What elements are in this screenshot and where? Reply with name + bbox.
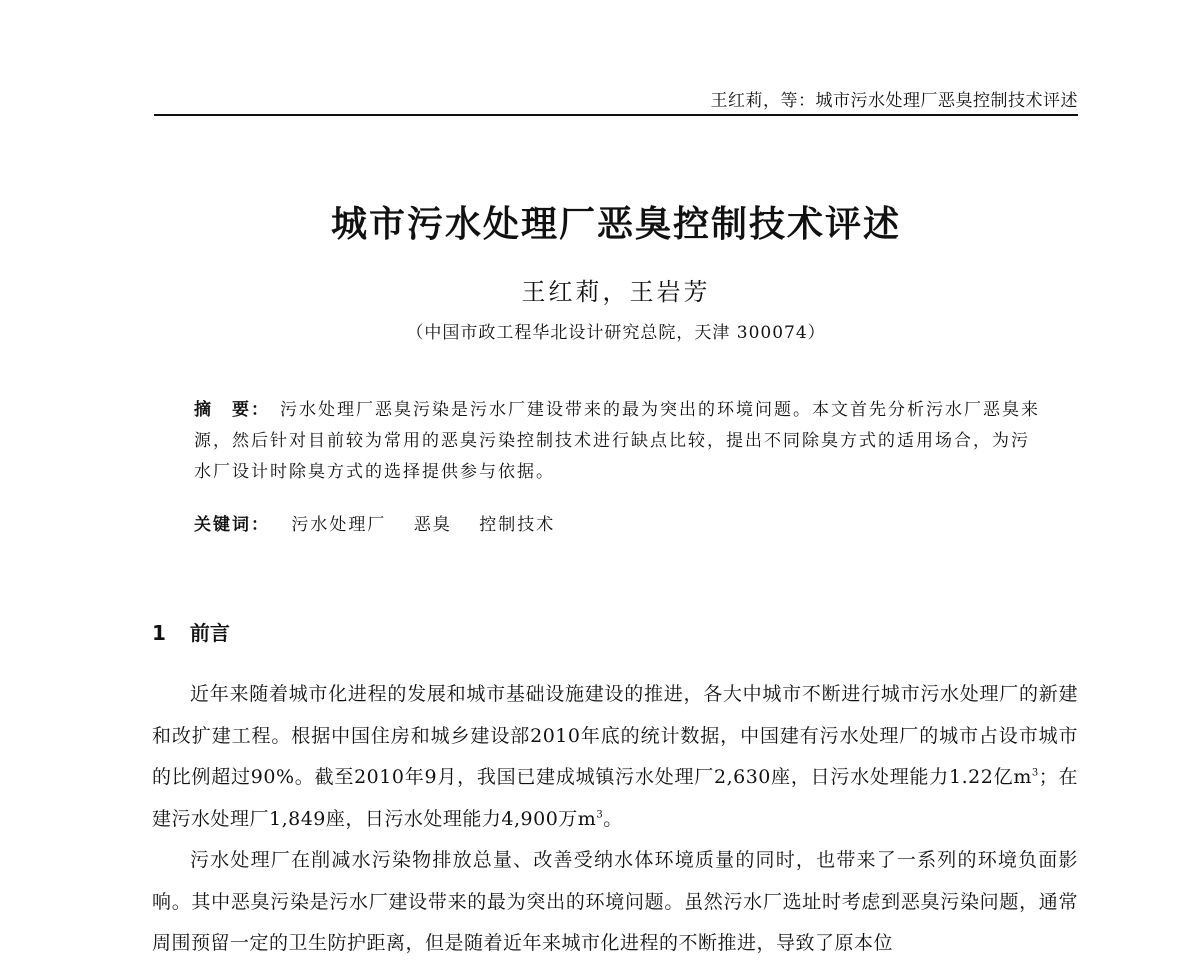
paper-title: 城市污水处理厂恶臭控制技术评述 [330, 204, 901, 245]
keyword: 恶臭 [413, 515, 452, 535]
abstract [194, 395, 1044, 488]
section-number: 1 [152, 621, 166, 645]
section-title: 前言 [189, 621, 230, 645]
paragraph-text: 。 [603, 807, 623, 830]
superscript: 3 [1031, 767, 1039, 779]
paragraph [152, 674, 1078, 840]
abstract-text: 污水处理厂恶臭污染是污水厂建设带来的最为突出的环境问题。本文首先分析污水厂恶臭来源，然后针对目前较为常用的恶臭污染控制技术进行缺点比较，提出不同除臭方式的适用场合，为污水厂设计时除臭方式的选择提供参与依据。 [194, 400, 1040, 482]
header-rule [154, 114, 1078, 116]
body-text [152, 674, 1078, 965]
affiliation: （中国市政工程华北设计研究总院，天津 300074） [406, 323, 826, 343]
keywords [194, 510, 1044, 535]
authors: 王红莉，王岩芳 [521, 278, 711, 306]
paragraph-text: ；在建污水处理厂1,849座，日污水处理能力4,900万m [152, 766, 1078, 830]
keyword: 污水处理厂 [291, 515, 387, 535]
abstract-label: 摘 要： [194, 400, 270, 420]
paragraph-text: 近年来随着城市化进程的发展和城市基础设施建设的推进，各大中城市不断进行城市污水处理厂的新建和改扩建工程。根据中国住房和城乡建设部2010年底的统计数据，中国建有污水处理厂的城市占设市城市的比例超过90%。截至2010年9月，我国已建成城镇污水处理厂2,630座，日污水处理能力1.22亿m [152, 683, 1078, 788]
section-heading [152, 617, 230, 646]
superscript: 3 [596, 809, 604, 821]
running-header: 王红莉，等：城市污水处理厂恶臭控制技术评述 [710, 91, 1078, 111]
keyword: 控制技术 [479, 515, 556, 535]
keywords-label: 关键词： [194, 515, 270, 535]
paragraph: 污水处理厂在削减水污染物排放总量、改善受纳水体环境质量的同时，也带来了一系列的环境负面影响。其中恶臭污染是污水厂建设带来的最为突出的环境问题。虽然污水厂选址时考虑到恶臭污染问题，通常周围预留一定的卫生防护距离，但是随着近年来城市化进程的不断推进，导致了原本位 [152, 849, 1078, 954]
